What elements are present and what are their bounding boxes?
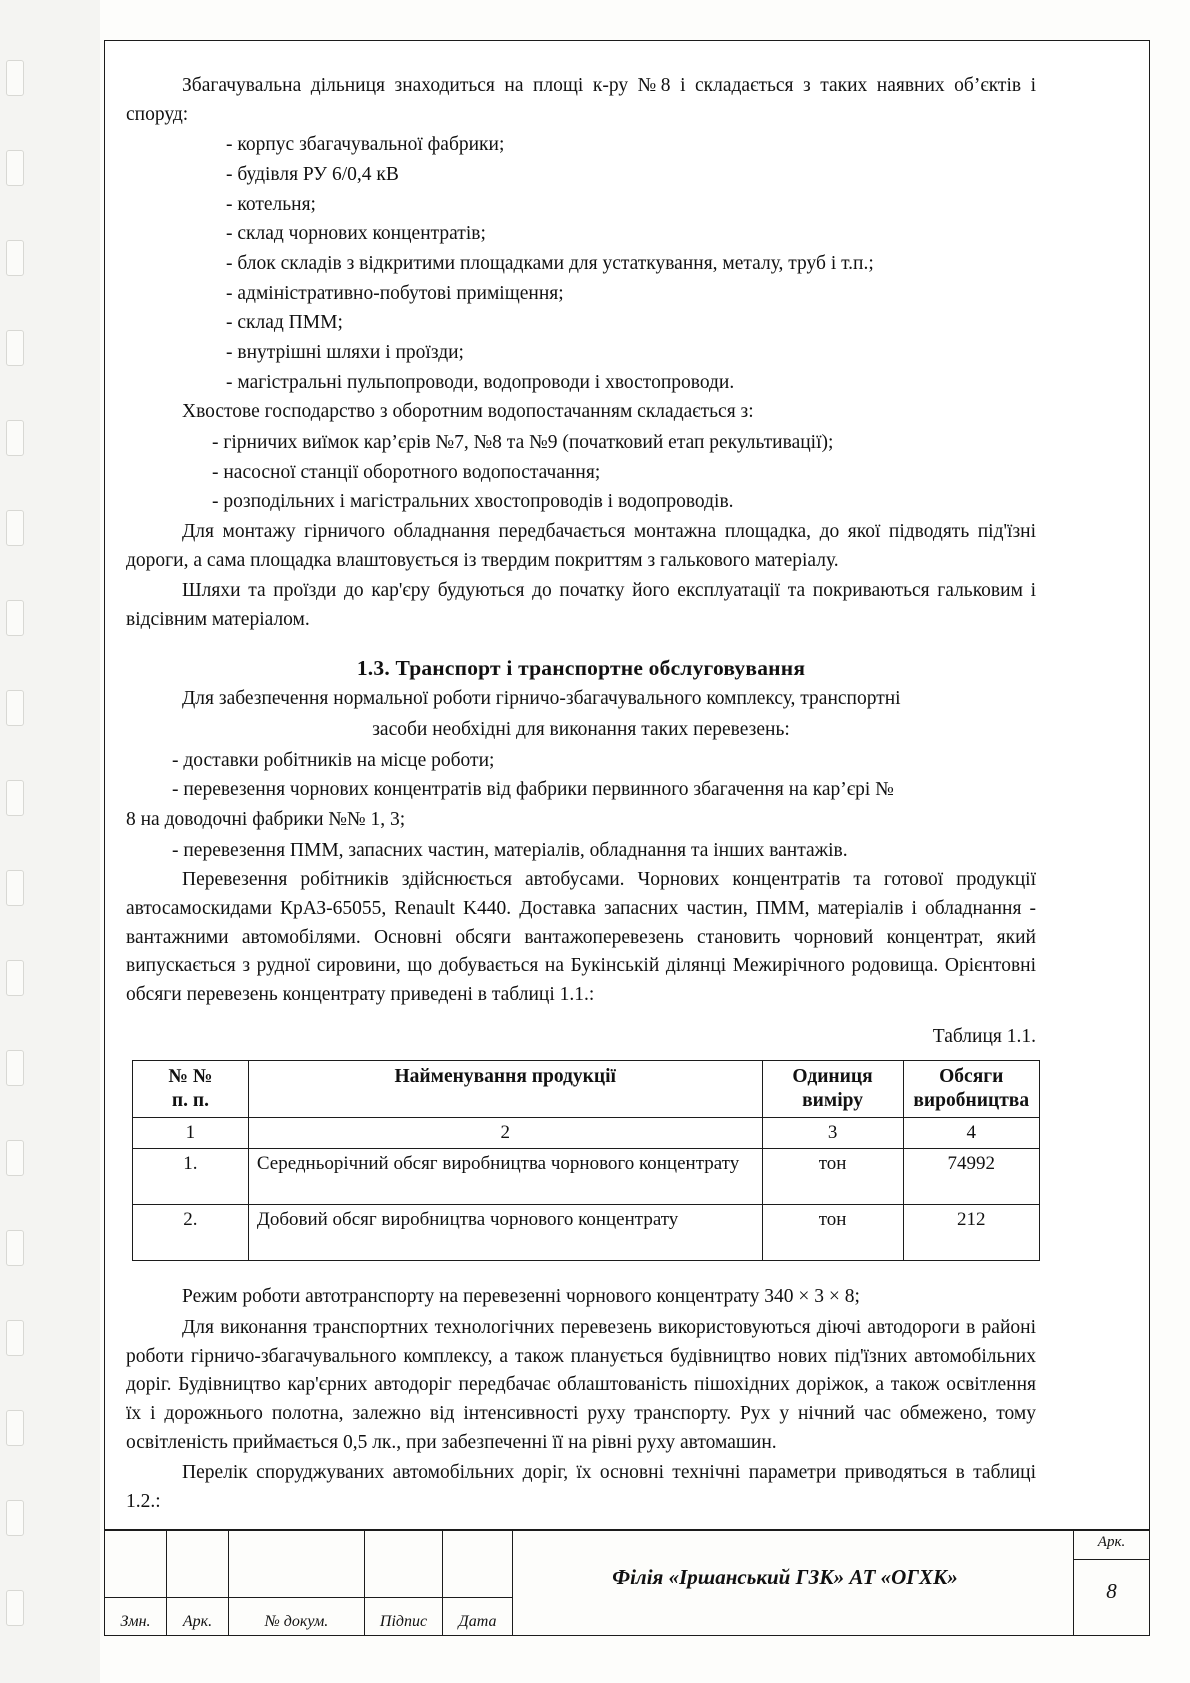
binder-hole	[6, 420, 24, 456]
table-header-unit-line2: виміру	[802, 1090, 863, 1112]
paragraph-transport-intro-line2: засоби необхідні для виконання таких перевезень:	[372, 719, 790, 741]
stamp-cell-signature	[365, 1531, 443, 1635]
table-header-number	[133, 1060, 249, 1118]
list-item: - гірничих виїмок кар’єрів №7, №8 та №9 (початковий етап рекультивації);	[212, 431, 834, 453]
stamp-sheet-label: Арк.	[1097, 1534, 1126, 1550]
binder-hole	[6, 780, 24, 816]
list-item: - внутрішні шляхи і проїзди;	[226, 341, 464, 363]
stamp-cell-ark	[167, 1531, 229, 1635]
list-item: - склад чорнових концентратів;	[226, 223, 486, 245]
binder-hole	[6, 330, 24, 366]
list-item: - насосної станції оборотного водопостачання;	[212, 461, 601, 483]
table-header-unit-line1: Одиниця	[792, 1065, 873, 1087]
table-caption: Таблиця 1.1.	[932, 1025, 1036, 1047]
column-number: 2	[248, 1118, 762, 1149]
stamp-label-zmn: Змн.	[120, 1613, 151, 1630]
row-unit: тон	[762, 1205, 903, 1261]
table-header-volume-line1: Обсяги	[939, 1065, 1004, 1087]
paragraph-transport-regime: Режим роботи автотранспорту на перевезенні чорнового концентрату 340 × 3 × 8;	[182, 1286, 860, 1308]
list-item: - розподільних і магістральних хвостопроводів і водопроводів.	[212, 491, 734, 513]
list-item: - корпус збагачувальної фабрики;	[226, 134, 505, 156]
binder-hole	[6, 1230, 24, 1266]
table-header-unit	[762, 1060, 903, 1118]
list-item: - склад ПММ;	[226, 312, 343, 334]
document-body	[126, 72, 1036, 1519]
row-product-name: Добовий обсяг виробництва чорнового концентрату	[248, 1205, 762, 1261]
column-number: 1	[133, 1118, 249, 1149]
binder-hole	[6, 1410, 24, 1446]
stamp-sheet-number: 8	[1106, 1579, 1117, 1603]
binder-hole	[6, 960, 24, 996]
paragraph-transport-details: Перевезення робітників здійснюється автобусами. Чорнових концентратів та готової продукції автосамоскидами КрАЗ-65055, Renault K440. Доставка запасних частин, ПММ, матеріалів і обладнання - вантажними автомобілями. Основні обсяги вантажоперевезень становить чорновий концентрат, який випускається з рудної сировини, що добувається на Букінській ділянці Межирічного родовища. Орієнтовні обсяги перевезень концентрату приведені в таблиці 1.1.:	[126, 869, 1036, 1006]
row-volume: 212	[903, 1205, 1040, 1261]
table-header-volume-line2: виробництва	[913, 1090, 1030, 1112]
paragraph-assembly-site: Для монтажу гірничого обладнання передбачається монтажна площадка, до якої підводять під'їзні дороги, а сама площадка влаштовується із твердим покриттям з галькового матеріалу.	[126, 520, 1036, 571]
table-header-number-line1: № №	[168, 1065, 213, 1087]
row-number: 2.	[133, 1205, 249, 1261]
paragraph-road-list-reference: Перелік споруджуваних автомобільних доріг, їх основні технічні параметри приводяться в таблиці 1.2.:	[126, 1462, 1036, 1513]
title-block-stamp	[104, 1530, 1150, 1636]
row-volume: 74992	[903, 1149, 1040, 1205]
binder-hole	[6, 60, 24, 96]
paragraph-facility-intro: Збагачувальна дільниця знаходиться на площі к-ру №8 і складається з таких наявних об’єктів і споруд:	[126, 75, 1036, 125]
stamp-label-date: Дата	[458, 1613, 497, 1630]
binder-hole	[6, 240, 24, 276]
column-number: 4	[903, 1118, 1040, 1149]
paragraph-transport-intro-line1: Для забезпечення нормальної роботи гірничо-збагачувального комплексу, транспортні	[182, 688, 901, 710]
list-item: - блок складів з відкритими площадками для устаткування, металу, труб і т.п.;	[226, 252, 874, 274]
binder-hole	[6, 1500, 24, 1536]
binder-hole	[6, 600, 24, 636]
binder-hole	[6, 510, 24, 546]
table-header-row	[133, 1060, 1040, 1118]
row-number: 1.	[133, 1149, 249, 1205]
stamp-label-ark: Арк.	[182, 1613, 213, 1630]
binder-hole	[6, 870, 24, 906]
binder-hole	[6, 690, 24, 726]
binder-hole	[6, 1320, 24, 1356]
stamp-cell-docnum	[229, 1531, 365, 1635]
table-row	[133, 1149, 1040, 1205]
stamp-columns	[105, 1531, 497, 1635]
list-item: - перевезення чорнових концентратів від фабрики первинного збагачення на кар’єрі №	[172, 779, 894, 801]
table-row	[133, 1205, 1040, 1261]
stamp-divider	[105, 1597, 513, 1598]
stamp-cell-zmn	[105, 1531, 167, 1635]
paragraph-roads-quarry: Шляхи та проїзди до кар'єру будуються до початку його експлуатації та покриваються гальковим і відсівним матеріалом.	[126, 580, 1036, 630]
row-unit: тон	[762, 1149, 903, 1205]
list-item: - адміністративно-побутові приміщення;	[226, 282, 564, 304]
stamp-organization-name: Філія «Іршанський ГЗК» АТ «ОГХК»	[612, 1565, 958, 1589]
list-item: - котельня;	[226, 193, 316, 215]
binder-holes-strip	[0, 0, 100, 1683]
table-header-product: Найменування продукції	[248, 1060, 762, 1118]
list-item: - будівля РУ 6/0,4 кВ	[226, 163, 399, 185]
list-item-continuation: 8 на доводочні фабрики №№ 1, 3;	[126, 809, 406, 831]
table-column-numbering-row	[133, 1118, 1040, 1149]
section-heading-transport: 1.3. Транспорт і транспортне обслуговування	[356, 656, 806, 681]
stamp-label-signature: Підпис	[379, 1613, 428, 1630]
list-item: - перевезення ПММ, запасних частин, матеріалів, обладнання та інших вантажів.	[172, 839, 848, 861]
production-volumes-table	[132, 1060, 1040, 1262]
table-header-volume	[903, 1060, 1040, 1118]
binder-hole	[6, 1050, 24, 1086]
stamp-sheet-divider	[1074, 1559, 1149, 1560]
column-number: 3	[762, 1118, 903, 1149]
binder-hole	[6, 150, 24, 186]
list-item: - доставки робітників на місце роботи;	[172, 749, 495, 771]
binder-hole	[6, 1590, 24, 1626]
table-header-number-line2: п. п.	[171, 1090, 209, 1112]
stamp-label-docnum: № докум.	[264, 1613, 329, 1630]
paragraph-tailings-intro: Хвостове господарство з оборотним водопостачанням складається з:	[182, 401, 754, 423]
binder-hole	[6, 1140, 24, 1176]
paragraph-road-construction: Для виконання транспортних технологічних перевезень використовуються діючі автодороги в районі роботи гірничо-збагачувального комплексу, а також планується будівництво нових під'їзних автомобільних доріг. Будівництво кар'єрних автодоріг передбачає облаштованість пішохідних доріжок, а також освітлення їх і дорожнього полотна, залежно від інтенсивності руху транспорту. Рух у нічний час обмежено, тому освітленість приймається 0,5 лк., при забезпеченні її на рівні руху автомашин.	[126, 1317, 1036, 1453]
stamp-sheet-block	[1073, 1531, 1149, 1635]
list-item: - магістральні пульпопроводи, водопроводи і хвостопроводи.	[226, 371, 735, 393]
row-product-name: Середньорічний обсяг виробництва чорнового концентрату	[248, 1149, 762, 1205]
